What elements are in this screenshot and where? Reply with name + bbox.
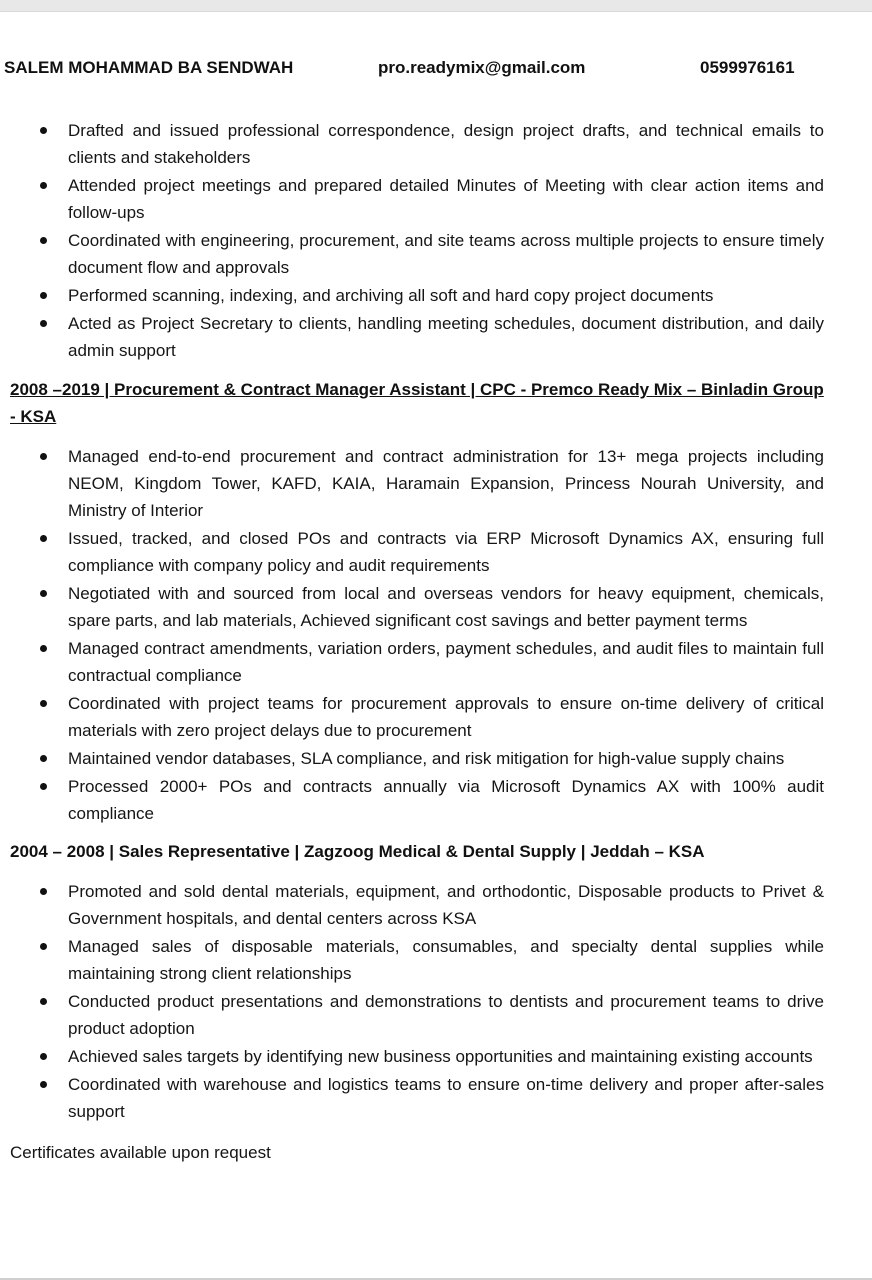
bullet-icon (40, 127, 47, 134)
contact-phone[interactable]: 0599976161 (700, 58, 795, 77)
resume-body (10, 117, 824, 1166)
certificates-note: Certificates available upon request (10, 1143, 271, 1162)
bullet-text: Managed end-to-end procurement and contract administration for 13+ mega projects including NEOM, Kingdom Tower, KAFD, KAIA, Haramain Expansion, Princess Nourah University, and Ministry of Interior (68, 447, 824, 520)
list-item (10, 745, 824, 772)
bullet-text: Performed scanning, indexing, and archiving all soft and hard copy project documents (68, 286, 714, 305)
job-title-procurement: 2008 –2019 | Procurement & Contract Manager Assistant | CPC - Premco Ready Mix – Binladin Group - KSA (10, 380, 824, 426)
bullet-text: Conducted product presentations and demonstrations to dentists and procurement teams to drive product adoption (68, 992, 824, 1038)
bullet-icon (40, 292, 47, 299)
sales-bullet-list (10, 878, 824, 1125)
bullet-text: Acted as Project Secretary to clients, handling meeting schedules, document distribution, and daily admin support (68, 314, 824, 360)
list-item (10, 227, 824, 281)
bullet-icon (40, 998, 47, 1005)
list-item (10, 690, 824, 744)
list-item (10, 443, 824, 524)
list-item (10, 310, 824, 364)
bullet-icon (40, 1081, 47, 1088)
list-item (10, 282, 824, 309)
bullet-text: Issued, tracked, and closed POs and contracts via ERP Microsoft Dynamics AX, ensuring full compliance with company policy and audit requirements (68, 529, 824, 575)
bullet-text: Managed sales of disposable materials, consumables, and specialty dental supplies while maintaining strong client relationships (68, 937, 824, 983)
list-item (10, 172, 824, 226)
bullet-icon (40, 453, 47, 460)
bullet-text: Drafted and issued professional correspondence, design project drafts, and technical emails to clients and stakeholders (68, 121, 824, 167)
bullet-icon (40, 1053, 47, 1060)
top-border (0, 0, 872, 12)
bullet-icon (40, 943, 47, 950)
job-title-sales: 2004 – 2008 | Sales Representative | Zagzoog Medical & Dental Supply | Jeddah – KSA (10, 842, 705, 861)
intro-bullet-list (10, 117, 824, 364)
list-item (10, 988, 824, 1042)
bullet-text: Managed contract amendments, variation orders, payment schedules, and audit files to maintain full contractual compliance (68, 639, 824, 685)
bullet-text: Achieved sales targets by identifying new business opportunities and maintaining existing accounts (68, 1047, 813, 1066)
bullet-text: Processed 2000+ POs and contracts annually via Microsoft Dynamics AX with 100% audit compliance (68, 777, 824, 823)
list-item (10, 580, 824, 634)
bullet-icon (40, 755, 47, 762)
contact-email[interactable]: pro.readymix@gmail.com (378, 58, 586, 77)
list-item (10, 525, 824, 579)
list-item (10, 117, 824, 171)
bullet-text: Attended project meetings and prepared detailed Minutes of Meeting with clear action items and follow-ups (68, 176, 824, 222)
list-item (10, 1043, 824, 1070)
list-item (10, 933, 824, 987)
bullet-icon (40, 237, 47, 244)
bullet-text: Coordinated with engineering, procurement, and site teams across multiple projects to ensure timely document flow and approvals (68, 231, 824, 277)
bullet-icon (40, 645, 47, 652)
bullet-icon (40, 700, 47, 707)
bullet-icon (40, 783, 47, 790)
list-item (10, 635, 824, 689)
list-item (10, 1071, 824, 1125)
bullet-text: Negotiated with and sourced from local and overseas vendors for heavy equipment, chemicals, spare parts, and lab materials, Achieved significant cost savings and better payment terms (68, 584, 824, 630)
bullet-text: Coordinated with warehouse and logistics teams to ensure on-time delivery and proper after-sales support (68, 1075, 824, 1121)
resume-header (4, 56, 864, 80)
bullet-icon (40, 535, 47, 542)
bullet-text: Promoted and sold dental materials, equipment, and orthodontic, Disposable products to Privet & Government hospitals, and dental centers across KSA (68, 882, 824, 928)
bullet-text: Coordinated with project teams for procurement approvals to ensure on-time delivery of critical materials with zero project delays due to procurement (68, 694, 824, 740)
bullet-icon (40, 320, 47, 327)
procurement-bullet-list (10, 443, 824, 827)
bullet-icon (40, 182, 47, 189)
bullet-icon (40, 590, 47, 597)
list-item (10, 878, 824, 932)
candidate-name: SALEM MOHAMMAD BA SENDWAH (4, 58, 294, 77)
bullet-text: Maintained vendor databases, SLA compliance, and risk mitigation for high-value supply chains (68, 749, 785, 768)
list-item (10, 773, 824, 827)
bullet-icon (40, 888, 47, 895)
